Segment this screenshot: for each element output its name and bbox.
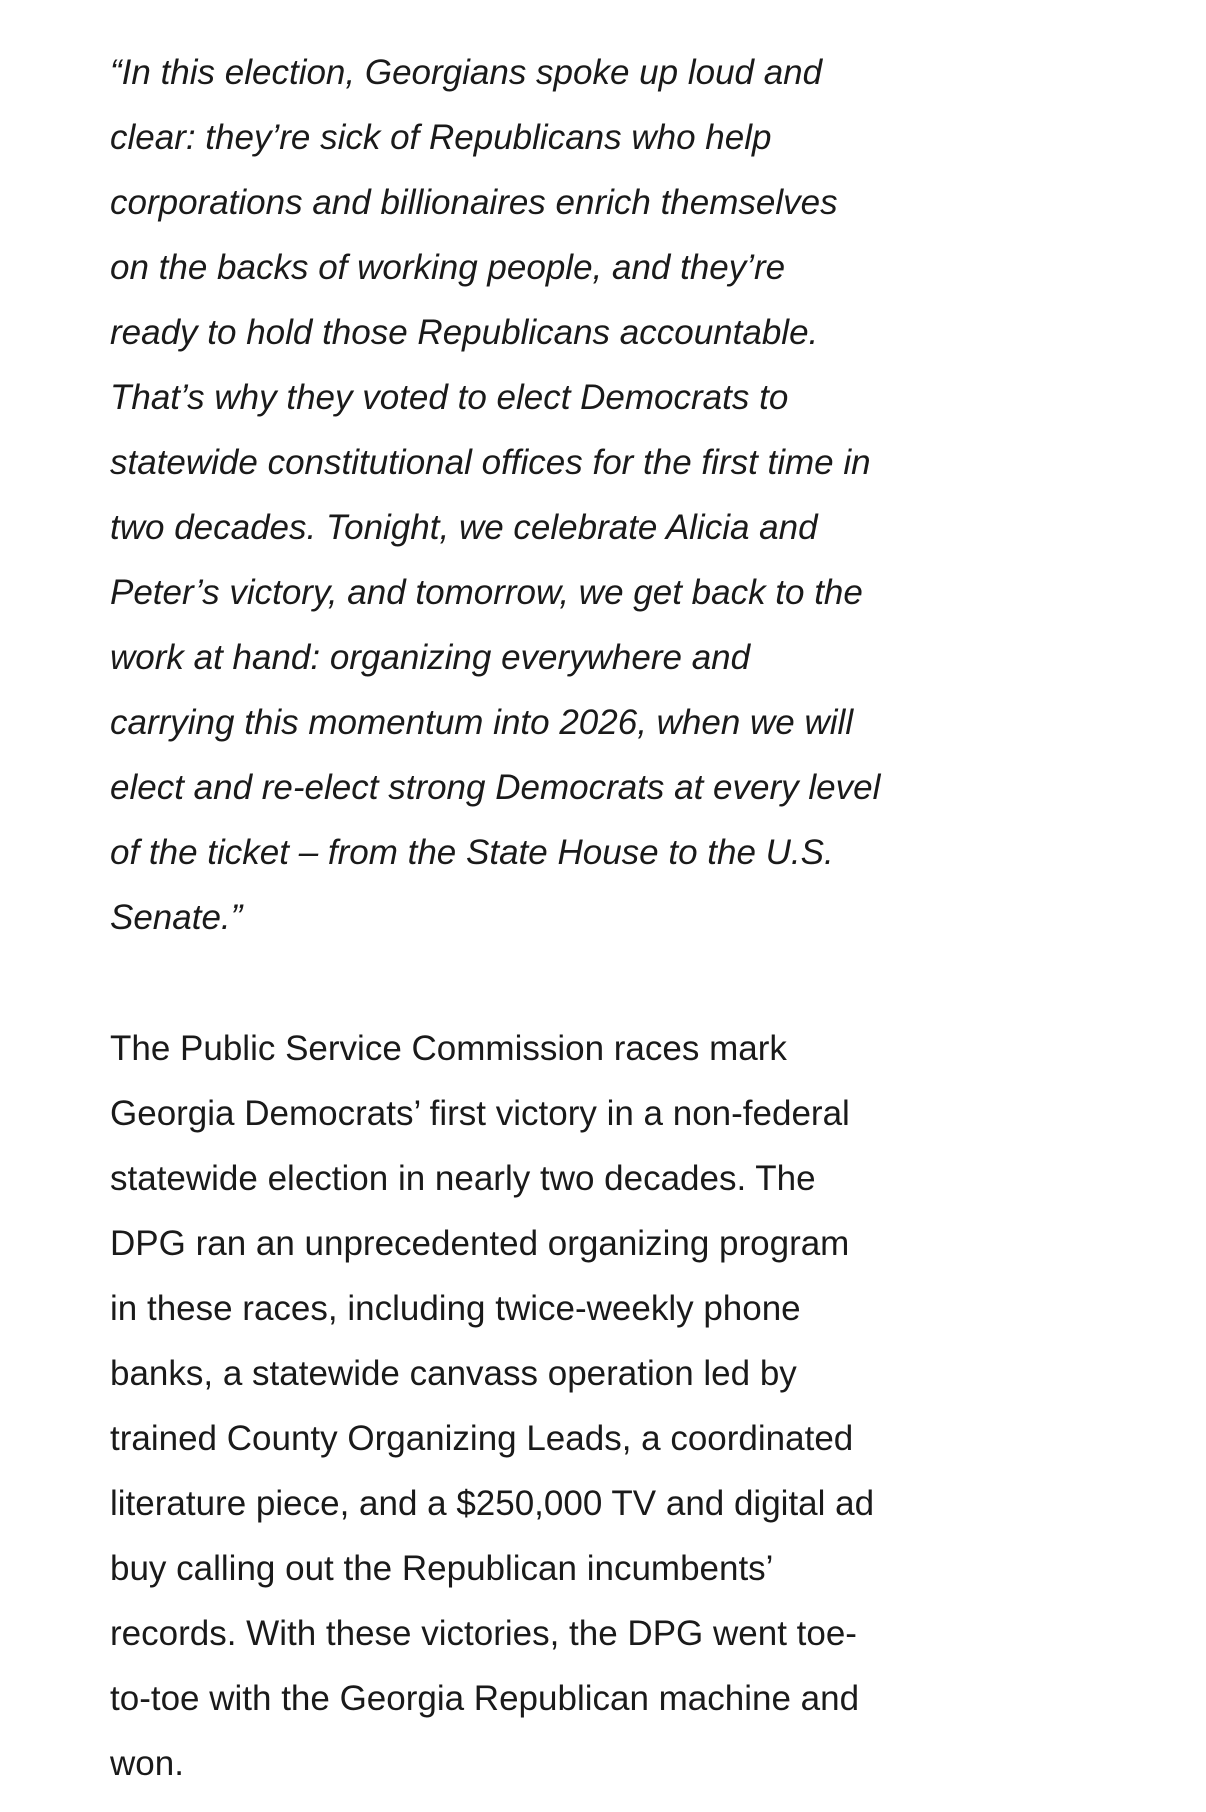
text-line: banks, a statewide canvass operation led by [110, 1354, 797, 1393]
quote-paragraph [110, 40, 1116, 950]
text-line: ready to hold those Republicans accountable. [110, 313, 819, 352]
text-line: Georgia Democrats’ first victory in a non-federal [110, 1094, 850, 1133]
text-line: of the ticket – from the State House to the U.S. [110, 833, 834, 872]
text-line: carrying this momentum into 2026, when we will [110, 703, 854, 742]
text-line: Peter’s victory, and tomorrow, we get back to the [110, 573, 863, 612]
text-line: won. [110, 1744, 184, 1783]
text-line: DPG ran an unprecedented organizing program [110, 1224, 850, 1263]
text-line: in these races, including twice-weekly phone [110, 1289, 801, 1328]
text-line: corporations and billionaires enrich themselves [110, 183, 838, 222]
text-line: statewide constitutional offices for the first time in [110, 443, 871, 482]
body-paragraph [110, 1016, 1116, 1796]
text-line: to-toe with the Georgia Republican machine and [110, 1679, 860, 1718]
text-line: statewide election in nearly two decades. The [110, 1159, 816, 1198]
text-line: clear: they’re sick of Republicans who help [110, 118, 772, 157]
text-line: That’s why they voted to elect Democrats to [110, 378, 789, 417]
text-line: trained County Organizing Leads, a coordinated [110, 1419, 854, 1458]
text-line: “In this election, Georgians spoke up loud and [110, 53, 823, 92]
text-line: two decades. Tonight, we celebrate Alicia and [110, 508, 818, 547]
text-line: records. With these victories, the DPG went toe- [110, 1614, 857, 1653]
text-line: elect and re-elect strong Democrats at every level [110, 768, 881, 807]
text-line: buy calling out the Republican incumbents’ [110, 1549, 774, 1588]
text-line: The Public Service Commission races mark [110, 1029, 787, 1068]
text-line: literature piece, and a $250,000 TV and digital ad [110, 1484, 875, 1523]
text-line: Senate.” [110, 898, 243, 937]
text-line: on the backs of working people, and they’re [110, 248, 786, 287]
text-line: work at hand: organizing everywhere and [110, 638, 751, 677]
